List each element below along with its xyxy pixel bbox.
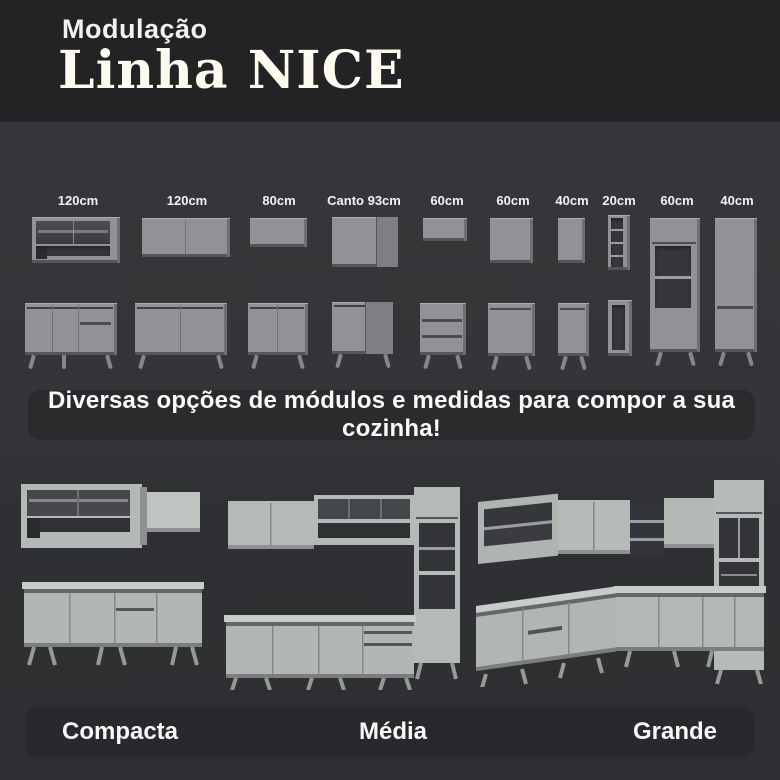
banner-pill [28, 387, 755, 442]
wall-cabinet-80-illustration [250, 218, 307, 247]
wall-cabinet-40-illustration [558, 218, 585, 263]
module-size-label: 40cm [720, 193, 754, 208]
module-size-label: 60cm [430, 193, 464, 208]
kitchen-label-compacta: Compacta [61, 718, 179, 745]
kitchen-label-grande: Grande [632, 718, 718, 745]
cabinet-leg [62, 355, 66, 369]
tower-cabinet-60-illustration [650, 218, 700, 352]
kitchen-media-illustration [220, 465, 460, 690]
header-eyebrow: Modulação [62, 14, 208, 44]
module-size-label: 60cm [496, 193, 530, 208]
base-cabinet-60-drawers-illustration [420, 303, 466, 355]
open-shelf-20-wall-illustration [608, 215, 630, 270]
kitchen-labels-pill [25, 707, 755, 757]
base-cabinet-80-illustration [248, 303, 308, 355]
wall-cabinet-120-illustration [142, 218, 230, 257]
module-size-label: 60cm [660, 193, 694, 208]
kitchen-grande-illustration [468, 462, 768, 687]
module-size-label: 120cm [166, 193, 208, 208]
module-size-label: 120cm [57, 193, 99, 208]
banner-text: Diversas opções de módulos e medidas para compor a sua cozinha! [47, 387, 736, 442]
wall-cabinet-120-glass-illustration [32, 217, 120, 263]
base-cabinet-60-illustration [488, 303, 535, 356]
tower-cabinet-40-illustration [715, 218, 757, 352]
module-size-label: 40cm [555, 193, 589, 208]
module-size-label: 20cm [602, 193, 636, 208]
module-size-label: 80cm [262, 193, 296, 208]
kitchen-compacta-illustration [16, 470, 206, 685]
module-size-label: Canto 93cm [327, 193, 401, 208]
header-band [0, 0, 780, 122]
wall-cabinet-corner-illustration [332, 217, 398, 267]
page-title: Linha NICE [58, 40, 405, 101]
open-base-20-illustration [608, 300, 632, 356]
wall-cabinet-60-illustration [490, 218, 533, 263]
kitchen-label-media: Média [358, 718, 428, 745]
base-cabinet-corner-illustration [332, 302, 393, 354]
base-cabinet-120-illustration [135, 303, 227, 355]
base-cabinet-120-drawer-illustration [25, 303, 117, 355]
wall-cabinet-60-low-illustration [423, 218, 467, 241]
base-cabinet-40-illustration [558, 303, 589, 356]
